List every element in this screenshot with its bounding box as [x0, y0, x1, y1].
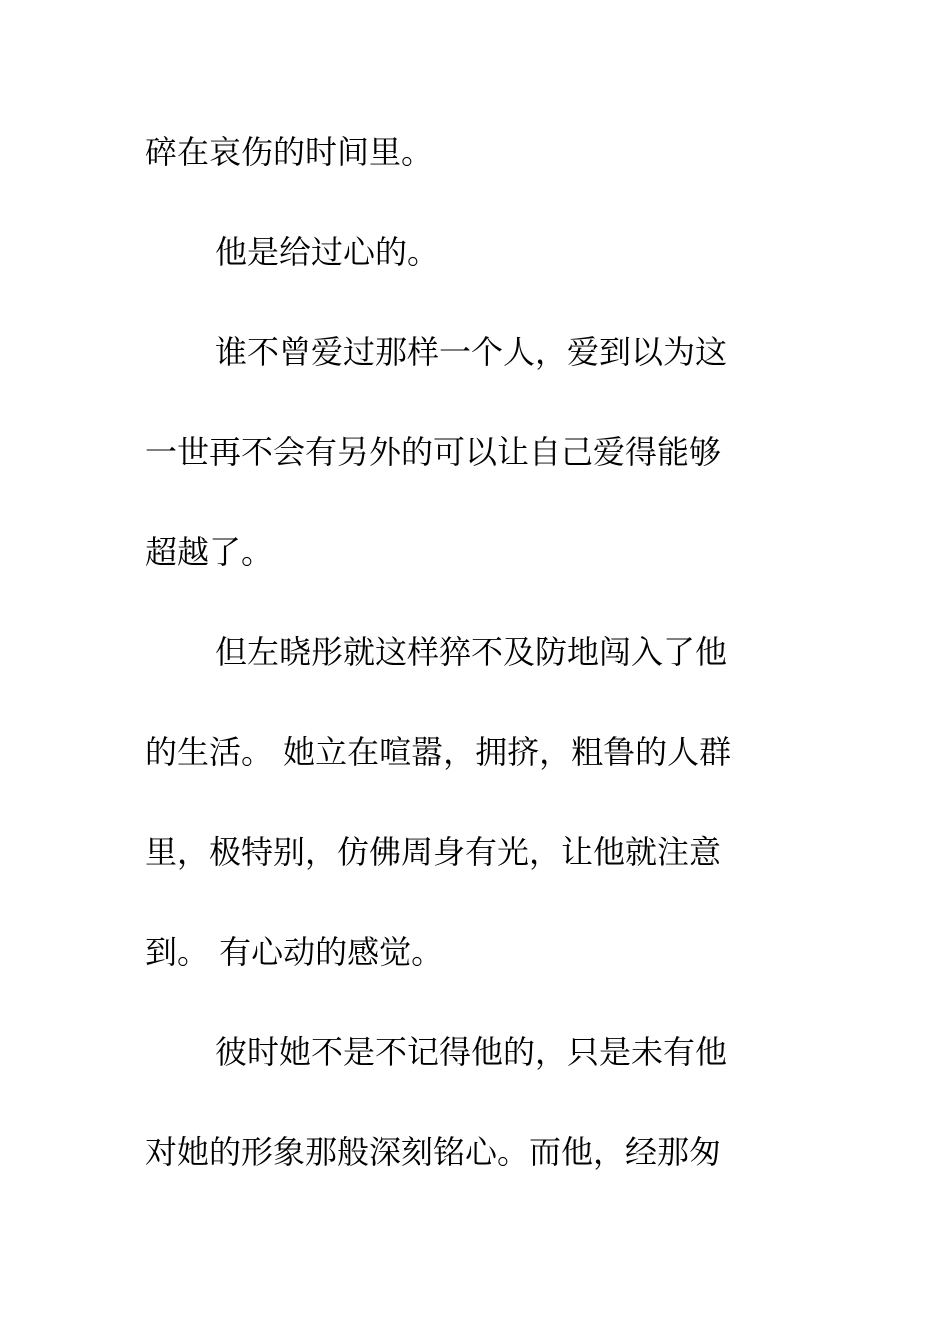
text-line: 一世再不会有另外的可以让自己爱得能够 — [145, 433, 722, 471]
text-line: 到。 有心动的感觉。 — [145, 933, 444, 971]
text-line: 彼时她不是不记得他的，只是未有他 — [215, 1033, 728, 1071]
text-line: 超越了。 — [145, 533, 274, 571]
text-line: 但左晓彤就这样猝不及防地闯入了他 — [215, 633, 728, 671]
text-line: 对她的形象那般深刻铭心。而他，经那匆 — [145, 1133, 722, 1171]
text-line: 里，极特别，仿佛周身有光，让他就注意 — [145, 833, 722, 871]
text-line: 谁不曾爱过那样一个人，爱到以为这 — [215, 333, 728, 371]
text-line: 他是给过心的。 — [215, 233, 440, 271]
text-line: 的生活。 她立在喧嚣，拥挤，粗鲁的人群 — [145, 733, 732, 771]
text-line: 碎在哀伤的时间里。 — [145, 133, 434, 171]
